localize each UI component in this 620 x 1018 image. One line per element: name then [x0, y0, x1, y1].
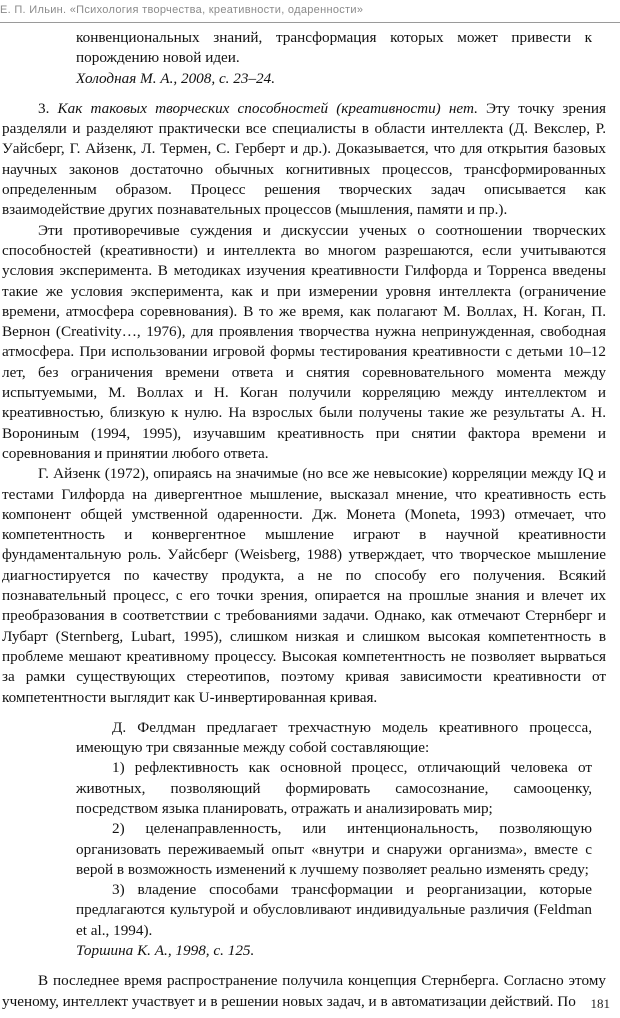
- paragraph-eysenck: Г. Айзенк (1972), опираясь на значимые (но все же невысокие) корреляции между IQ и тестами Гилфорда на дивергентное мышление, высказал мнение, что креативность есть компонент общей умственной одаренности. Дж. Монета (Moneta, 1993) отмечает, что компетентность и конвергентное мышление играют в научной креативности фундаментальную роль. Уайсберг (Weisberg, 1988) утверждает, что творческое мышление диагностируется по качеству продукта, а не по способу его получения. Всякий познавательный процесс, с его точки зрения, опирается на прошлые знания и влечет их преобразования в соответствии с требованиями задачи. Однако, как отмечают Стернберг и Лубарт (Sternberg, Lubart, 1995), слишком низкая и слишком высокая компетентность в проблеме мешают креативному процессу. Высокая компетентность не позволяет вырваться за рамки существующих стереотипов, поэтому кривая зависимости креативности от компетентности выглядит как U-инвертированная кривая.: [2, 465, 606, 706]
- paragraph-3-rest: Эту точку зрения разделяли и разделяют практически все специалисты в области интеллекта (Д. Векслер, Р. Уайсберг, Г. Айзенк, Л. Термен, С. Герберт и др.). Доказывается, что для открытия базовых научных законов достаточно обычных когнитивных процессов, трансформированных определенным образом. Процесс решения творческих задач описывается как взаимодействие других познавательных процессов (мышления, памяти и пр.).: [2, 99, 607, 219]
- quote-block-2: [76, 718, 592, 962]
- page-body: [2, 28, 606, 1012]
- paragraph-3-italic-lead: Как таковых творческих способностей (креативности) нет.: [57, 99, 478, 117]
- quote-2-item-2: 2) целенаправленность, или интенциональность, позволяющую организовать переживаемый опыт «внутри и снаружи организма», вместе с верой в возможность изменений к лучшему позволяет реально изменять среду;: [76, 820, 592, 878]
- paragraph-experiment-conditions: Эти противоречивые суждения и дискуссии ученых о соотношении творческих способностей (креативности) и интеллекта во многом разрешаются, если учитываются условия эксперимента. В методиках изучения креативности Гилфорда и Торренса введены такие же условия эксперимента, как и при измерении уровня интеллекта (ограничение времени, атмосфера соревнования). В то же время, как полагают М. Воллах, Н. Коган, П. Вернон (Creativity…, 1976), для проявления творчества нужна непринужденная, свободная атмосфера. При использовании игровой формы тестирования креативности с детьми 10–12 лет, без ограничения времени ответа и снятия соревновательного момента между испытуемыми, М. Воллах и Н. Коган получили корреляцию между интеллектом и креативностью, близкую к нулю. На взрослых были получены такие же результаты А. Н. Ворониным (1994, 1995), изучавшим креативность при снятии фактора времени и соревнования и принятии любого ответа.: [2, 221, 606, 462]
- paragraph-3-lead: 3.: [38, 99, 58, 117]
- running-head: Е. П. Ильин. «Психология творчества, креативности, одаренности»: [0, 4, 364, 16]
- header-rule: [0, 22, 620, 23]
- paragraph-sternberg: В последнее время распространение получила концепция Стернберга. Согласно этому ученому, интеллект участвует и в решении новых задач, и в автоматизации действий. По: [2, 972, 606, 1010]
- quote-block-1: [76, 28, 592, 89]
- page-number: 181: [590, 996, 610, 1011]
- quote-1-citation: Холодная М. А., 2008, с. 23–24.: [76, 69, 276, 87]
- paragraph-3-thesis: [2, 99, 606, 221]
- quote-2-intro: Д. Фелдман предлагает трехчастную модель креативного процесса, имеющую три связанные между собой составляющие:: [76, 718, 592, 757]
- quote-2-citation: Торшина К. А., 1998, с. 125.: [76, 942, 255, 960]
- quote-1-text: конвенциональных знаний, трансформация которых может привести к порождению новой идеи.: [76, 29, 592, 67]
- quote-2-item-3: 3) владение способами трансформации и реорганизации, которые предлагаются культурой и обусловливают индивидуальные различия (Feldman et al., 1994).: [76, 881, 592, 939]
- quote-2-item-1: 1) рефлективность как основной процесс, отличающий человека от животных, позволяющий формировать самосознание, самооценку, посредством языка планировать, отражать и анализировать мир;: [76, 759, 592, 817]
